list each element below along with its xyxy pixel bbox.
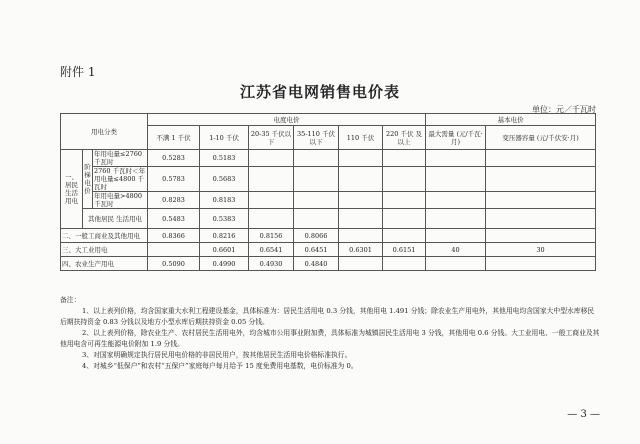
row-label: 三、大工业用电 xyxy=(61,243,148,257)
table-cell: 0.5090 xyxy=(148,257,200,271)
basic-price-header: 基本电价 xyxy=(426,114,596,126)
note-item: 4、对城乡“低保户”和农村“五保户”家庭每户每月给予 15 度免费用电基数，电价标准为 0。 xyxy=(82,362,358,370)
table-cell xyxy=(339,229,383,243)
col-header: 最大需量 (元/千瓦·月) xyxy=(426,126,486,150)
page-number: — 3 — xyxy=(567,409,600,420)
page-title: 江苏省电网销售电价表 xyxy=(239,83,400,101)
table-cell: 0.8366 xyxy=(148,229,200,243)
table-cell: 0.6301 xyxy=(339,243,383,257)
table-cell xyxy=(426,229,486,243)
table-cell: 0.6451 xyxy=(294,243,339,257)
tier-row-label: 年用电量>4800 千瓦时 xyxy=(93,192,148,209)
energy-price-header: 电度电价 xyxy=(148,114,426,126)
col-header: 20-35 千伏以下 xyxy=(249,126,294,150)
notes-heading: 备注： xyxy=(60,296,81,304)
table-cell: 0.6601 xyxy=(200,243,249,257)
note-item: 3、对国家明确规定执行居民用电价格的非居民用户，按其他居民生活用电价格标准执行。 xyxy=(82,351,352,359)
category-header: 用电分类 xyxy=(61,114,148,150)
col-header: 变压器容量 (元/千伏安·月) xyxy=(486,126,596,150)
table-cell: 0.4990 xyxy=(200,257,249,271)
col-header: 1-10 千伏 xyxy=(200,126,249,150)
table-cell: 40 xyxy=(426,243,486,257)
tariff-table xyxy=(60,113,596,271)
table-cell: 0.4930 xyxy=(249,257,294,271)
table-cell: 0.8183 xyxy=(200,192,249,209)
note-item: 2、以上表列价格，除农业生产、农村居民生活用电外，均含城市公用事业附加费，具体标准为城镇居民生活用电 3 分钱，其他用电 0.6 分钱。大工业用电、一般工商业及其他用电含可再生能源电价附加 1.9 分钱。 xyxy=(60,329,600,348)
col-header: 不满 1 千伏 xyxy=(148,126,200,150)
table-cell: 0.5283 xyxy=(148,150,200,167)
table-cell: 0.5183 xyxy=(200,150,249,167)
table-cell: 0.5383 xyxy=(200,209,249,229)
table-cell: 0.8066 xyxy=(294,229,339,243)
table-cell: 0.5483 xyxy=(148,209,200,229)
table-cell: 0.8156 xyxy=(249,229,294,243)
tier-row-label: 2760 千瓦时＜年用电量≤4800 千瓦时 xyxy=(93,167,148,192)
table-cell: 0.8216 xyxy=(200,229,249,243)
table-cell xyxy=(486,257,596,271)
note-item: 1、以上表列价格，均含国家重大水利工程建设基金，具体标准为：居民生活用电 0.3 分钱，其他用电 1.491 分钱；除农业生产用电外，其他用电均含国家大中型水库移民后期扶持资金 0.83 分钱以及地方小型水库后期扶持资金 0.05 分钱。 xyxy=(60,307,595,326)
table-cell: 0.5783 xyxy=(148,167,200,192)
other-residential-label: 其他居民 生活用电 xyxy=(83,209,148,229)
notes-section xyxy=(60,295,600,372)
row-label: 四、农业生产用电 xyxy=(61,257,148,271)
table-cell: 0.6541 xyxy=(249,243,294,257)
table-cell: 0.4840 xyxy=(294,257,339,271)
table-cell xyxy=(383,229,426,243)
table-cell: 0.8283 xyxy=(148,192,200,209)
table-cell xyxy=(426,257,486,271)
col-header: 35-110 千伏以下 xyxy=(294,126,339,150)
table-cell xyxy=(148,243,200,257)
residential-group-label: 一、 居民生活 用电 xyxy=(61,150,83,229)
table-cell: 30 xyxy=(486,243,596,257)
row-label: 二、一般工商业及其他用电 xyxy=(61,229,148,243)
col-header: 220 千伏 及以上 xyxy=(383,126,426,150)
attachment-label: 附件 1 xyxy=(60,65,96,79)
table-cell xyxy=(486,229,596,243)
tier-row-label: 年用电量≤2760 千瓦时 xyxy=(93,150,148,167)
table-cell: 0.5683 xyxy=(200,167,249,192)
tier-price-label: 阶 梯 电 价 xyxy=(83,150,93,209)
table-cell xyxy=(383,257,426,271)
table-cell xyxy=(339,257,383,271)
col-header: 110 千伏 xyxy=(339,126,383,150)
table-cell: 0.6151 xyxy=(383,243,426,257)
unit-label: 单位：元／千瓦时 xyxy=(532,105,596,114)
